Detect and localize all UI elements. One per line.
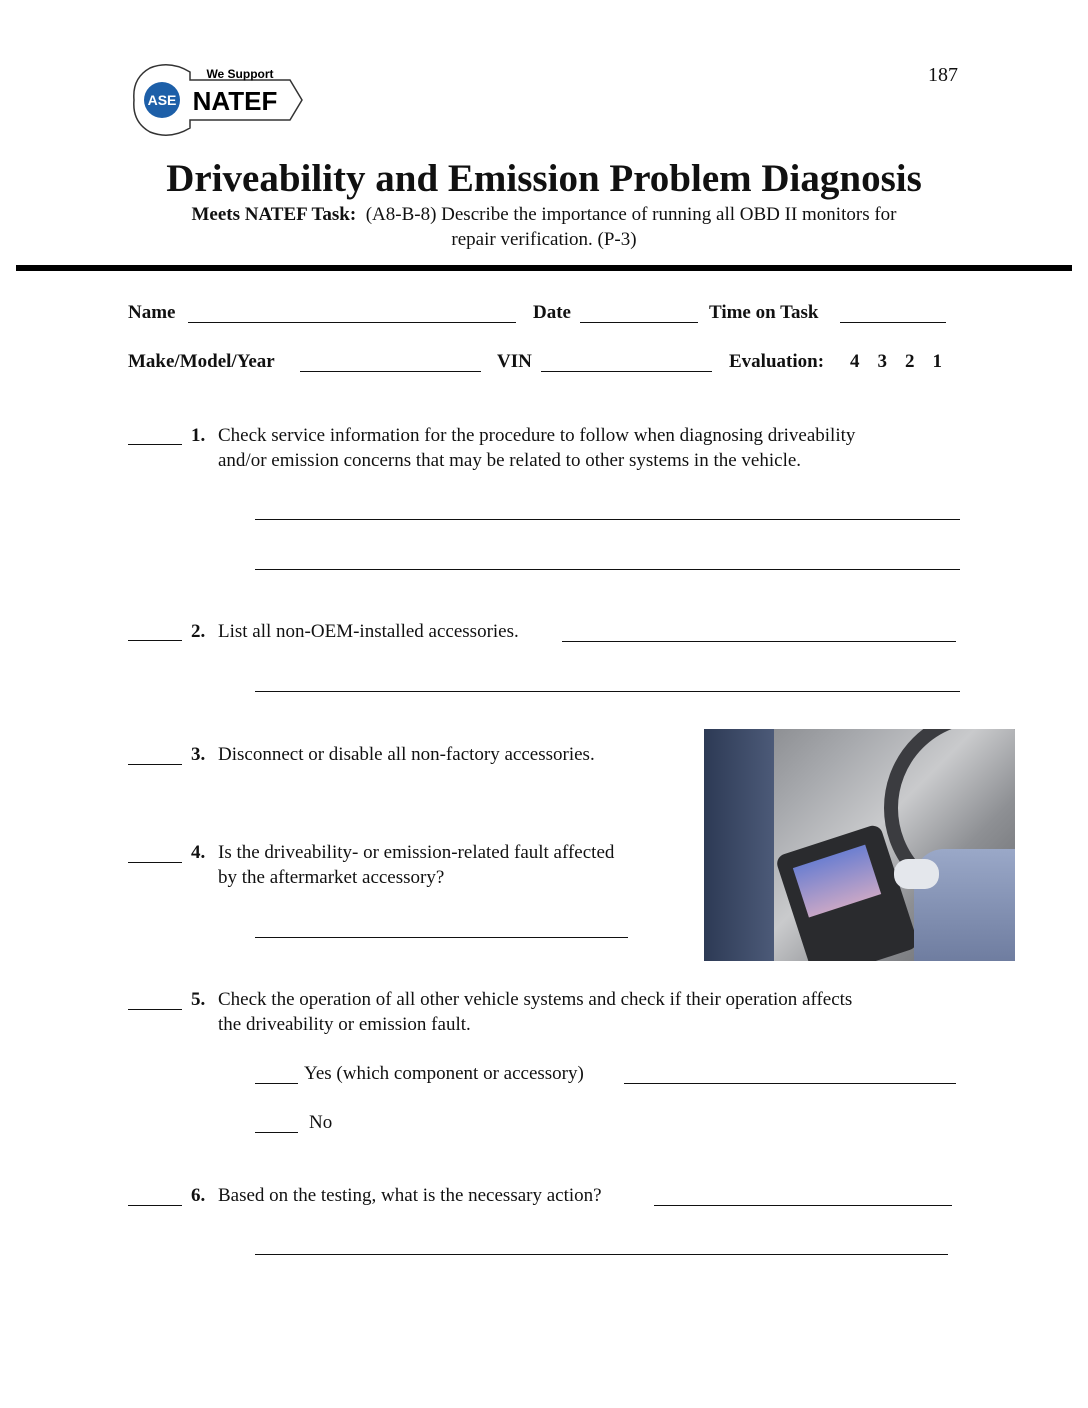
step-2-answer-line[interactable]	[562, 641, 956, 642]
step-2-text: List all non-OEM-installed accessories.	[218, 621, 519, 642]
vin-field[interactable]	[541, 371, 712, 372]
divider	[16, 265, 1072, 271]
date-label: Date	[533, 302, 571, 323]
task-line-2: repair verification. (P-3)	[451, 229, 637, 250]
step-1-number: 1.	[191, 425, 206, 446]
step-1-text: Check service information for the procedure to follow when diagnosing driveability	[218, 425, 856, 446]
time-field[interactable]	[840, 322, 946, 323]
date-field[interactable]	[580, 322, 698, 323]
score-2[interactable]: 2	[905, 351, 915, 372]
step-6-answer-line[interactable]	[255, 1254, 948, 1255]
step-6-answer-line[interactable]	[654, 1205, 952, 1206]
score-1[interactable]: 1	[932, 351, 942, 372]
gloved-hand	[894, 859, 939, 889]
step-3-number: 3.	[191, 744, 206, 765]
step-6-check[interactable]	[128, 1205, 182, 1206]
page-number: 187	[928, 64, 958, 86]
scan-tool-photo	[704, 729, 1015, 961]
step-2-check[interactable]	[128, 640, 182, 641]
step-2-answer-line[interactable]	[255, 691, 960, 692]
step-4-text-2: by the aftermarket accessory?	[218, 867, 445, 888]
task-line-1	[0, 204, 1088, 226]
step-1-check[interactable]	[128, 444, 182, 445]
yes-label: Yes (which component or accessory)	[304, 1063, 584, 1084]
step-4-number: 4.	[191, 842, 206, 863]
step-5-text: Check the operation of all other vehicle systems and check if their operation affects	[218, 989, 853, 1010]
svg-text:NATEF: NATEF	[192, 86, 278, 116]
step-3-text: Disconnect or disable all non-factory accessories.	[218, 744, 595, 765]
step-5-text-2: the driveability or emission fault.	[218, 1014, 471, 1035]
step-5-number: 5.	[191, 989, 206, 1010]
score-3[interactable]: 3	[877, 351, 887, 372]
name-field[interactable]	[188, 322, 516, 323]
time-label: Time on Task	[709, 302, 819, 323]
step-4-check[interactable]	[128, 862, 182, 863]
yes-check[interactable]	[255, 1083, 298, 1084]
step-2-number: 2.	[191, 621, 206, 642]
svg-text:We Support: We Support	[206, 67, 274, 81]
step-4-answer-line[interactable]	[255, 937, 628, 938]
natef-logo	[130, 60, 305, 140]
step-3-check[interactable]	[128, 764, 182, 765]
door-frame	[704, 729, 774, 961]
no-label: No	[309, 1112, 333, 1133]
svg-text:ASE: ASE	[147, 92, 177, 108]
yes-answer-line[interactable]	[624, 1083, 956, 1084]
task-description: (A8-B-8) Describe the importance of running all OBD II monitors for	[365, 204, 897, 225]
step-1-text-2: and/or emission concerns that may be related to other systems in the vehicle.	[218, 450, 802, 471]
evaluation-label: Evaluation:	[729, 351, 825, 372]
task-label: Meets NATEF Task:	[191, 204, 357, 225]
step-5-check[interactable]	[128, 1009, 182, 1010]
step-1-answer-line[interactable]	[255, 569, 960, 570]
vin-label: VIN	[497, 351, 532, 372]
step-6-number: 6.	[191, 1185, 206, 1206]
score-4[interactable]: 4	[850, 351, 860, 372]
no-check[interactable]	[255, 1132, 298, 1133]
page-title: Driveability and Emission Problem Diagnosis	[166, 157, 922, 200]
step-6-text: Based on the testing, what is the necessary action?	[218, 1185, 602, 1206]
name-label: Name	[128, 302, 176, 323]
make-field[interactable]	[300, 371, 481, 372]
step-1-answer-line[interactable]	[255, 519, 960, 520]
step-4-text: Is the driveability- or emission-related fault affected	[218, 842, 615, 863]
evaluation-scores	[850, 351, 942, 373]
make-label: Make/Model/Year	[128, 351, 275, 372]
